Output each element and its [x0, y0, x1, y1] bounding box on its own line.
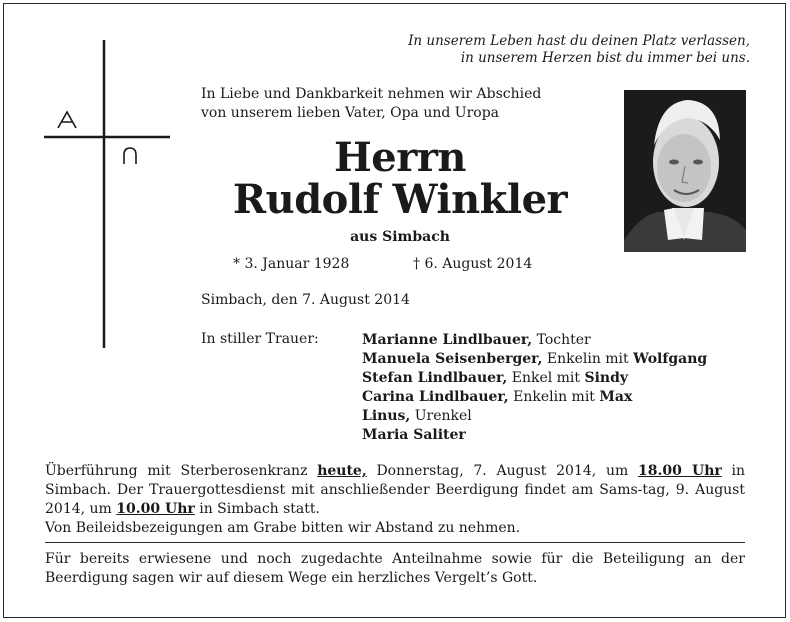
- mourner-relation: Tochter: [536, 332, 591, 348]
- list-item: [362, 350, 707, 369]
- thanks-paragraph: Für bereits erwiesene und noch zugedachte Anteilnahme sowie für die Beteiligung an der Beerdigung sagen wir auf diesem Wege ein herzliches Vergelt’s Gott.: [45, 551, 745, 586]
- date-highlight: heute,: [317, 463, 367, 479]
- mourner-relation: Enkelin mit: [546, 351, 629, 367]
- intro-line: von unserem lieben Vater, Opa und Uropa: [201, 105, 500, 121]
- details-text: in Simbach. Der Trauergottesdienst mit anschließender Beerdigung findet am Sams-tag, 9. August 2014, um: [45, 463, 745, 517]
- list-item: [362, 388, 707, 407]
- deceased-name: Rudolf Winkler: [232, 176, 568, 223]
- alpha-icon: [58, 112, 76, 128]
- details-text: Donnerstag, 7. August 2014, um: [376, 463, 629, 479]
- epitaph-quote: [360, 33, 750, 67]
- mourning-label: In stiller Trauer:: [201, 331, 319, 347]
- time-highlight: 18.00 Uhr: [637, 463, 722, 479]
- quote-line: in unserem Herzen bist du immer bei uns.: [460, 50, 750, 66]
- mourner-name: Marianne Lindlbauer,: [362, 332, 533, 348]
- portrait-photo: [624, 90, 746, 252]
- mourner-partner: Wolfgang: [633, 351, 708, 367]
- mourners-list: [362, 331, 707, 445]
- list-item: [362, 331, 707, 350]
- salutation: Herrn: [334, 134, 466, 181]
- omega-icon: [124, 148, 136, 164]
- mourner-name: Maria Saliter: [362, 427, 466, 443]
- ceremony-paragraph: [45, 462, 745, 519]
- list-item: [362, 369, 707, 388]
- mourner-partner: Sindy: [584, 370, 629, 386]
- mourner-relation: Enkel mit: [511, 370, 581, 386]
- cross-symbol: [40, 38, 180, 353]
- time-highlight: 10.00 Uhr: [116, 501, 195, 517]
- death-date: † 6. August 2014: [413, 256, 533, 272]
- mourner-relation: Urenkel: [414, 408, 472, 424]
- intro-line: In Liebe und Dankbarkeit nehmen wir Abschied: [201, 86, 542, 102]
- place-and-date: Simbach, den 7. August 2014: [201, 292, 410, 308]
- mourner-name: Stefan Lindlbauer,: [362, 370, 508, 386]
- divider: [45, 542, 745, 543]
- details-text: in Simbach statt.: [199, 501, 320, 517]
- details-text: Überführung mit Sterberosenkranz: [45, 463, 308, 479]
- condolence-note: Von Beileidsbezeigungen am Grabe bitten wir Abstand zu nehmen.: [45, 520, 521, 536]
- list-item: [362, 426, 707, 445]
- mourner-partner: Max: [599, 389, 633, 405]
- funeral-details: [45, 462, 745, 538]
- list-item: [362, 407, 707, 426]
- mourner-relation: Enkelin mit: [513, 389, 595, 405]
- mourner-name: Manuela Seisenberger,: [362, 351, 543, 367]
- mourner-name: Linus,: [362, 408, 411, 424]
- birth-date: * 3. Januar 1928: [233, 256, 350, 272]
- quote-line: In unserem Leben hast du deinen Platz verlassen,: [408, 33, 750, 49]
- origin-place: aus Simbach: [350, 229, 450, 245]
- farewell-intro: [201, 85, 541, 123]
- mourner-name: Carina Lindlbauer,: [362, 389, 509, 405]
